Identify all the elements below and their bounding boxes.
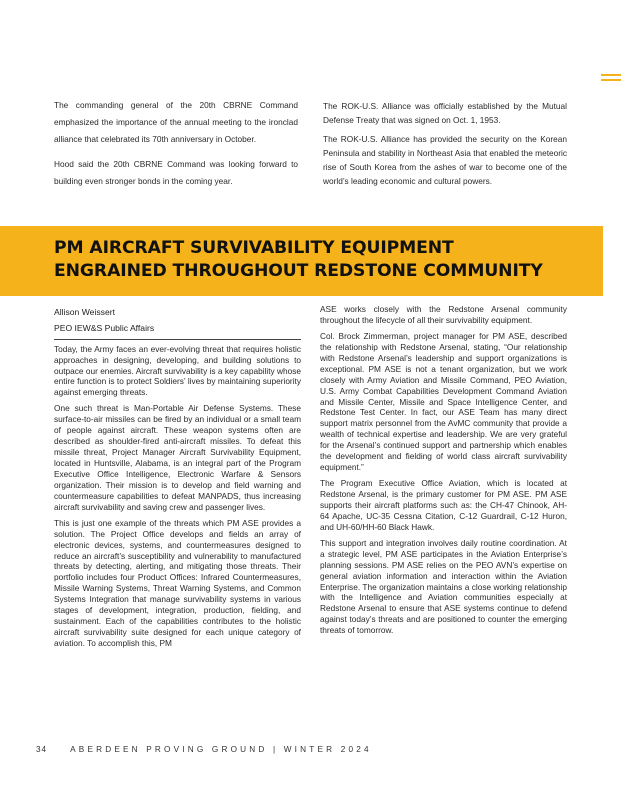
article-title [54,237,543,283]
paragraph: Col. Brock Zimmerman, project manager for PM ASE, described the relationship with Redstone Arsenal, stating, “Our relationship with Redstone Arsenal’s leadership and support organizations is exceptional. PM ASE is not a tenant organization, but we work closely with Army Aviation and Missile Command, PEO Aviation, U.S. Army Combat Capabilities Development Command Aviation and Missile Center, Missile and Space Intelligence Center, and Redstone Test Center. In fact, our ASE Team has many direct support matrix personnel from the AvMC community that provide a wealth of technical expertise and leadership. We are very grateful for the Arsenal’s continued support and partnership which enables the development and fielding of world class aircraft survivability equipment.” [320,330,567,473]
article-title-line-2: ENGRAINED THROUGHOUT REDSTONE COMMUNITY [54,261,543,281]
paragraph: The Program Executive Office Aviation, which is located at Redstone Arsenal, is the primary customer for PM ASE. PM ASE supports their aircraft platforms such as: the CH-47 Chinook, AH-64 Apache, UC-35 Cessna Citation, C-12 Guardrail, C-12 Huron, and UH-60/HH-60 Black Hawk. [320,478,567,532]
paragraph: The commanding general of the 20th CBRNE Command emphasized the importance of the annual meeting to the ironclad alliance that celebrated its 70th anniversary in October. [54,100,298,144]
page-number: 34 [36,745,48,754]
paragraph: Today, the Army faces an ever-evolving threat that requires holistic approaches in designing, developing, and building solutions to outpace our enemies. Aircraft survivability is a key capability whose entire function is to protect Soldiers’ lives by maintaining superiority against emerging threats. [54,343,301,398]
edge-accent-bar [601,79,621,81]
article-left-column [54,304,301,654]
continued-article-right-column [323,99,567,194]
paragraph: The ROK-U.S. Alliance has provided the security on the Korean Peninsula and stability in Northeast Asia that enabled the meteoric rise of South Korea from the ashes of war to become one of the world’s leading economic and cultural powers. [323,133,567,187]
paragraph: The ROK-U.S. Alliance was officially established by the Mutual Defense Treaty that was signed on Oct. 1, 1953. [323,101,567,126]
byline-organization: PEO IEW&S Public Affairs [54,323,155,334]
paragraph: This is just one example of the threats which PM ASE provides a solution. The Project Office develops and fields an array of electronic devices, systems, and countermeasures designed to reduce an aircraft’s susceptibility and vulnerability to manufactured threats by detecting, alerting, and mitigating those threats. Their portfolio includes four Product Offices: Infrared Countermeasures, Missile Warning Systems, Threat Warning Systems, and Common Systems Integration that manage survivability systems in various stages of development, integration, production, fielding, and sustainment. Each of the capabilities contributes to the holistic aircraft survivability suite designed for each unique category of aviation. To accomplish this, PM [54,517,301,649]
article-title-banner [0,226,603,296]
page-footer [36,745,372,754]
paragraph: ASE works closely with the Redstone Arsenal community throughout the lifecycle of all their survivability equipment. [320,304,567,325]
continued-article-left-column [54,97,298,198]
edge-accent-bar [601,74,621,76]
article-right-column [320,304,567,641]
byline [54,304,301,337]
paragraph: This support and integration involves daily routine coordination. At a strategic level, PM ASE participates in the Aviation Enterprise’s planning sessions. PM ASE relies on the PEO AVN’s expertise on general aviation information and interaction within the Aviation Enterprise. The organization maintains a close working relationship with the Intelligence and Aviation communities especially at Redstone Arsenal to ensure that ASE systems continue to defend against today’s threats and are positioned to counter the emerging threats of tomorrow. [320,537,567,636]
article-title-line-1: PM AIRCRAFT SURVIVABILITY EQUIPMENT [54,238,454,258]
publication-name: ABERDEEN PROVING GROUND | WINTER 2024 [70,745,372,754]
byline-divider [54,339,301,340]
byline-author: Allison Weissert [54,307,115,317]
paragraph: One such threat is Man-Portable Air Defense Systems. These surface-to-air missiles can be fired by an individual or a small team of people against aircraft. These weapon systems often are described as shoulder-fired anti-aircraft missiles. To defeat this missile threat, Project Manager Aircraft Survivability Equipment, located in Huntsville, Alabama, is an integral part of the Program Executive Office Intelligence, Electronic Warfare & Sensors organization. Their mission is to develop and field warning and countermeasure capabilities to defeat MANPADS, thus increasing aircraft survivability and saving crew and passenger lives. [54,403,301,512]
paragraph: Hood said the 20th CBRNE Command was looking forward to building even stronger bonds in the coming year. [54,159,298,186]
